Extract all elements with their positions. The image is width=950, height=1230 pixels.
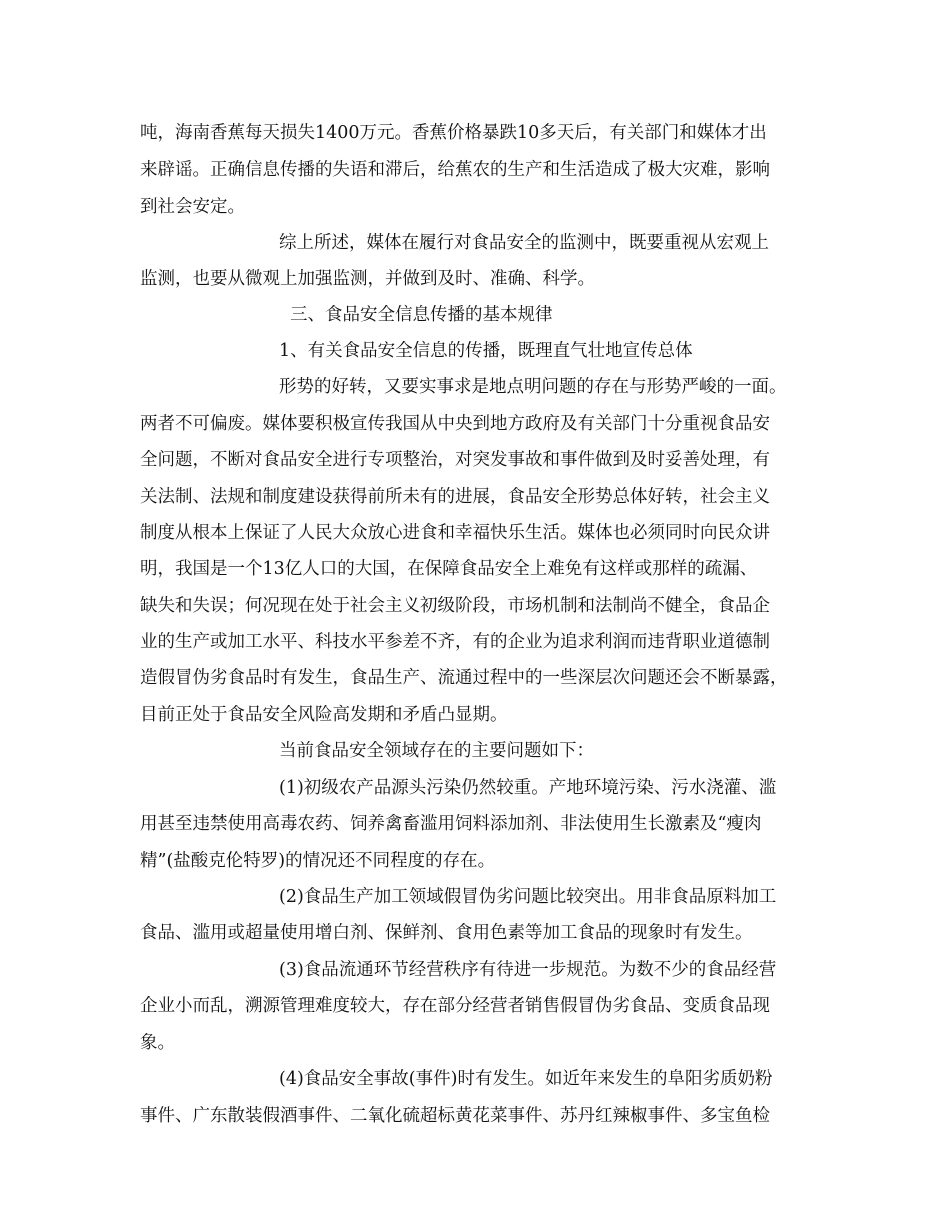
text-line: 全问题，不断对食品安全进行专项整治，对突发事故和事件做到及时妥善处理，有 [140, 450, 770, 470]
text-line: 食品、滥用或超量使用增白剂、保鲜剂、食用色素等加工食品的现象时有发生。 [140, 923, 753, 943]
text-line: 企业小而乱，溯源管理难度较大，存在部分经营者销售假冒伪劣食品、变质食品现 [140, 996, 770, 1016]
text-line: 综上所述，媒体在履行对食品安全的监测中，既要重视从宏观上 [279, 233, 769, 253]
text-line: 明，我国是一个13亿人口的大国，在保障食品安全上难免有这样或那样的疏漏、 [140, 559, 758, 579]
list-item-3: (3)食品流通环节经营秩序有待进一步规范。为数不少的食品经营 [279, 960, 777, 980]
text-line: 事件、广东散装假酒事件、二氧化硫超标黄花菜事件、苏丹红辣椒事件、多宝鱼检 [140, 1106, 770, 1126]
list-item-4: (4)食品安全事故(事件)时有发生。如近年来发生的阜阳劣质奶粉 [279, 1069, 773, 1089]
list-item-2: (2)食品生产加工领域假冒伪劣问题比较突出。用非食品原料加工 [279, 887, 777, 907]
text-line: 目前正处于食品安全风险高发期和矛盾凸显期。 [140, 705, 508, 725]
text-line: 到社会安定。 [140, 197, 245, 217]
text-line: 当前食品安全领域存在的主要问题如下： [279, 741, 594, 761]
text-line: 制度从根本上保证了人民大众放心进食和幸福快乐生活。媒体也必须同时向民众讲 [140, 523, 770, 543]
subsection-heading: 1、有关食品安全信息的传播，既理直气壮地宣传总体 [279, 341, 693, 361]
section-heading: 三、食品安全信息传播的基本规律 [290, 305, 553, 325]
text-line: 缺失和失误；何况现在处于社会主义初级阶段，市场机制和法制尚不健全，食品企 [140, 596, 770, 616]
list-item-1: (1)初级农产品源头污染仍然较重。产地环境污染、污水浇灌、滥 [279, 778, 777, 798]
text-line: 监测，也要从微观上加强监测，并做到及时、准确、科学。 [140, 269, 595, 289]
text-line: 形势的好转，又要实事求是地点明问题的存在与形势严峻的一面。 [279, 377, 787, 397]
text-line: 象。 [140, 1033, 175, 1053]
text-line: 业的生产或加工水平、科技水平参差不齐，有的企业为追求利润而违背职业道德制 [140, 632, 770, 652]
text-line: 关法制、法规和制度建设获得前所未有的进展，食品安全形势总体好转，社会主义 [140, 487, 770, 507]
text-line: 两者不可偏废。媒体要积极宣传我国从中央到地方政府及有关部门十分重视食品安 [140, 414, 770, 434]
text-line: 造假冒伪劣食品时有发生，食品生产、流通过程中的一些深层次问题还会不断暴露， [140, 668, 788, 688]
text-line: 来辟谣。正确信息传播的失语和滞后，给蕉农的生产和生活造成了极大灾难，影响 [140, 160, 770, 180]
text-line: 用甚至违禁使用高毒农药、饲养禽畜滥用饲料添加剂、非法使用生长激素及“瘦肉 [140, 814, 762, 834]
text-line: 吨，海南香蕉每天损失1400万元。香蕉价格暴跌10多天后，有关部门和媒体才出 [140, 123, 767, 143]
text-line: 精”(盐酸克伦特罗)的情况还不同程度的存在。 [140, 851, 496, 871]
